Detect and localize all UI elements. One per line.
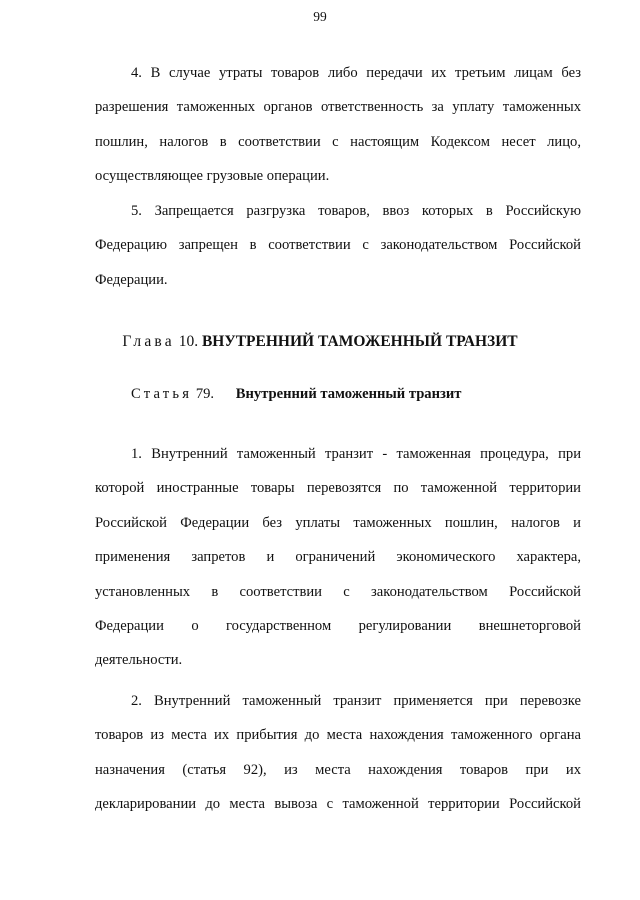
paragraph-line: декларировании до места вывоза с таможенной территории Российской bbox=[95, 796, 581, 813]
chapter-label: Глава bbox=[122, 333, 175, 350]
paragraph-line: 2. Внутренний таможенный транзит применяется при перевозке bbox=[131, 693, 581, 709]
article-label: Статья bbox=[131, 386, 193, 402]
paragraph-line: Федерации. bbox=[95, 271, 168, 288]
paragraph-line: 1. Внутренний таможенный транзит - таможенная процедура, при bbox=[131, 446, 581, 462]
paragraph-line: товаров из места их прибытия до места нахождения таможенного органа bbox=[95, 727, 581, 744]
paragraph-line: пошлин, налогов в соответствии с настоящим Кодексом несет лицо, bbox=[95, 133, 581, 150]
paragraph-line: 4. В случае утраты товаров либо передачи их третьим лицам без bbox=[131, 65, 581, 81]
paragraph-line: осуществляющее грузовые операции. bbox=[95, 168, 330, 185]
paragraph-line: установленных в соответствии с законодательством Российской bbox=[95, 583, 581, 600]
article-heading bbox=[131, 386, 461, 403]
paragraph-line: 5. Запрещается разгрузка товаров, ввоз которых в Российскую bbox=[131, 203, 581, 219]
chapter-heading bbox=[0, 333, 640, 351]
chapter-title: ВНУТРЕННИЙ ТАМОЖЕННЫЙ ТРАНЗИТ bbox=[201, 333, 518, 350]
paragraph-line: Федерацию запрещен в соответствии с законодательством Российской bbox=[95, 237, 581, 254]
paragraph-line: деятельности. bbox=[95, 652, 183, 669]
article-paragraph-1 bbox=[95, 437, 581, 678]
paragraph-line: назначения (статья 92), из места нахождения товаров при их bbox=[95, 761, 581, 778]
page-number: 99 bbox=[313, 9, 327, 24]
article-title: Внутренний таможенный транзит bbox=[235, 386, 462, 402]
paragraph-line: применения запретов и ограничений экономического характера, bbox=[95, 549, 581, 566]
article-number: 79. bbox=[195, 386, 215, 402]
paragraph-4 bbox=[95, 56, 581, 194]
paragraph-5 bbox=[95, 194, 581, 297]
paragraph-line: Российской Федерации без уплаты таможенных пошлин, налогов и bbox=[95, 514, 581, 531]
paragraph-line: которой иностранные товары перевозятся по таможенной территории bbox=[95, 480, 581, 497]
chapter-number: 10. bbox=[178, 333, 199, 350]
article-paragraph-2 bbox=[95, 684, 581, 822]
paragraph-line: Федерации о государственном регулировании внешнеторговой bbox=[95, 617, 581, 634]
paragraph-line: разрешения таможенных органов ответственность за уплату таможенных bbox=[95, 99, 581, 116]
